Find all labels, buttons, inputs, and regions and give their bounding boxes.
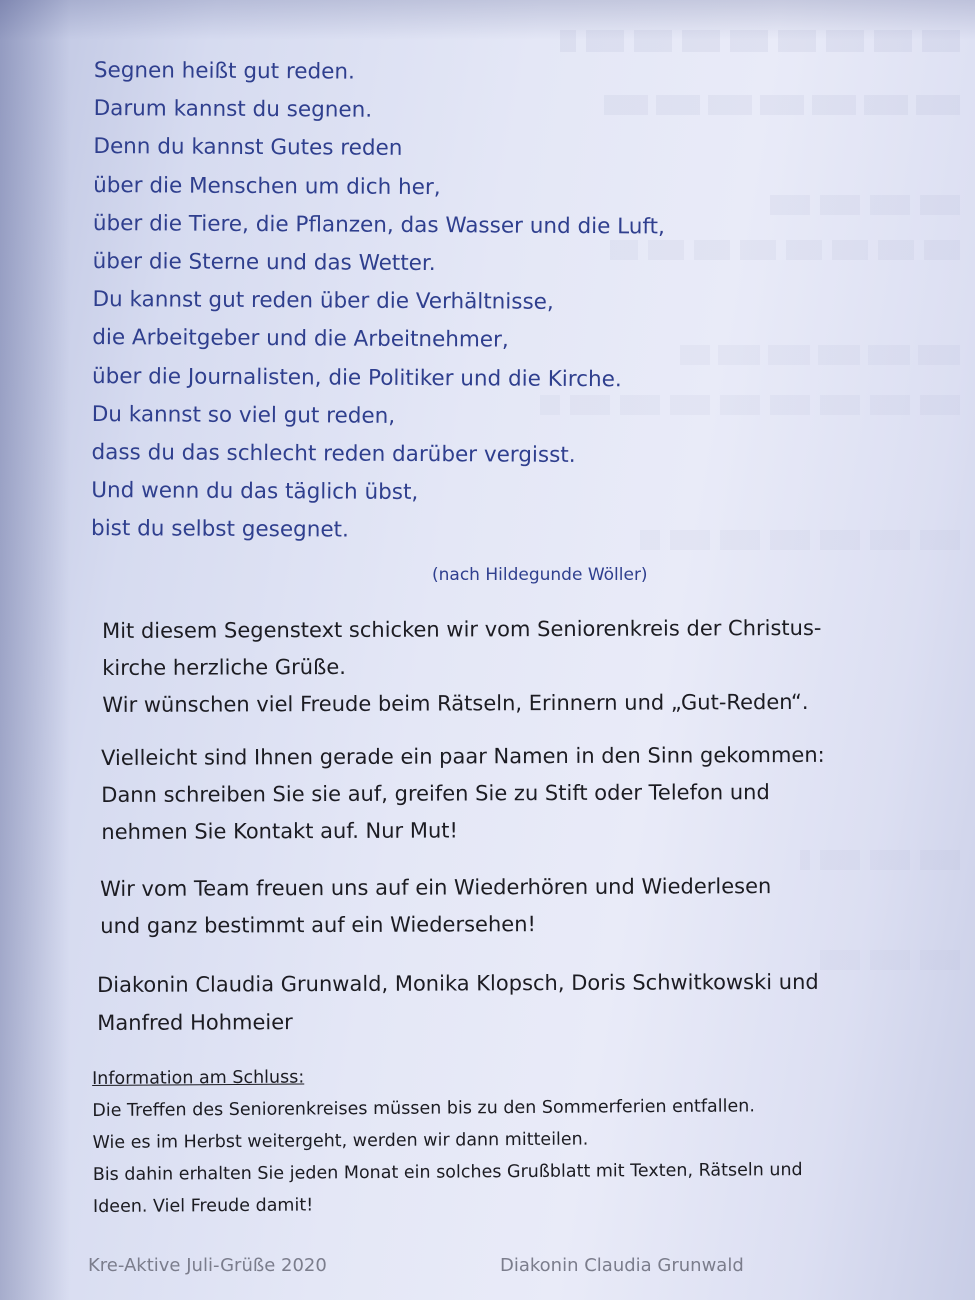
information-line: Ideen. Viel Freude damit! [92,1195,314,1217]
greeting-paragraph [102,610,822,724]
page-shadow-left [0,0,70,1300]
poem-line: Denn du kannst Gutes reden [93,134,403,162]
poem [91,52,666,552]
signatures-line: Diakonin Claudia Grunwald, Monika Klopsch, Doris Schwitkowski und [97,969,819,997]
poem-line: über die Tiere, die Pflanzen, das Wasser und die Luft, [92,210,665,240]
information-block [92,1058,803,1223]
signatures-line: Manfred Hohmeier [97,1010,293,1035]
poem-line: Und wenn du das täglich übst, [91,478,419,506]
team-line: Wir vom Team freuen uns auf ein Wiederhören und Wiederlesen [100,874,772,901]
information-line: Bis dahin erhalten Sie jeden Monat ein solches Grußblatt mit Texten, Rätseln und [92,1160,803,1185]
poem-line: Du kannst so viel gut reden, [91,401,396,429]
information-line: Wie es im Herbst weitergeht, werden wir dann mitteilen. [92,1129,589,1153]
signatures-paragraph [97,963,819,1042]
greeting-line: kirche herzliche Grüße. [102,654,346,680]
team-line: und ganz bestimmt auf ein Wiedersehen! [100,912,536,938]
information-line: Die Treffen des Seniorenkreises müssen bis zu den Sommerferien entfallen. [92,1096,755,1121]
information-heading: Information am Schluss: [92,1067,305,1089]
encouragement-line: Vielleicht sind Ihnen gerade ein paar Namen in den Sinn gekommen: [101,742,825,770]
poem-line: bist du selbst gesegnet. [91,516,349,544]
poem-attribution: (nach Hildegunde Wöller) [432,565,648,585]
team-paragraph [100,868,772,945]
poem-line: Du kannst gut reden über die Verhältnisse, [92,287,554,316]
poem-line: über die Journalisten, die Politiker und die Kirche. [91,363,622,392]
poem-line: über die Menschen um dich her, [93,172,441,200]
encouragement-line: nehmen Sie Kontakt auf. Nur Mut! [101,818,458,844]
poem-line: über die Sterne und das Wetter. [92,249,436,277]
poem-line: Darum kannst du segnen. [93,96,373,123]
poem-line: dass du das schlecht reden darüber vergisst. [91,440,576,468]
poem-line: die Arbeitgeber und die Arbeitnehmer, [92,325,509,353]
encouragement-line: Dann schreiben Sie sie auf, greifen Sie zu Stift oder Telefon und [101,780,770,807]
encouragement-paragraph [101,737,825,851]
greeting-line: Wir wünschen viel Freude beim Rätseln, Erinnern und „Gut-Reden“. [102,689,809,717]
poem-line: Segnen heißt gut reden. [93,57,355,85]
footer-right: Diakonin Claudia Grunwald [500,1255,744,1276]
footer-left: Kre-Aktive Juli-Grüße 2020 [88,1255,327,1276]
greeting-line: Mit diesem Segenstext schicken wir vom Seniorenkreis der Christus- [102,615,822,643]
